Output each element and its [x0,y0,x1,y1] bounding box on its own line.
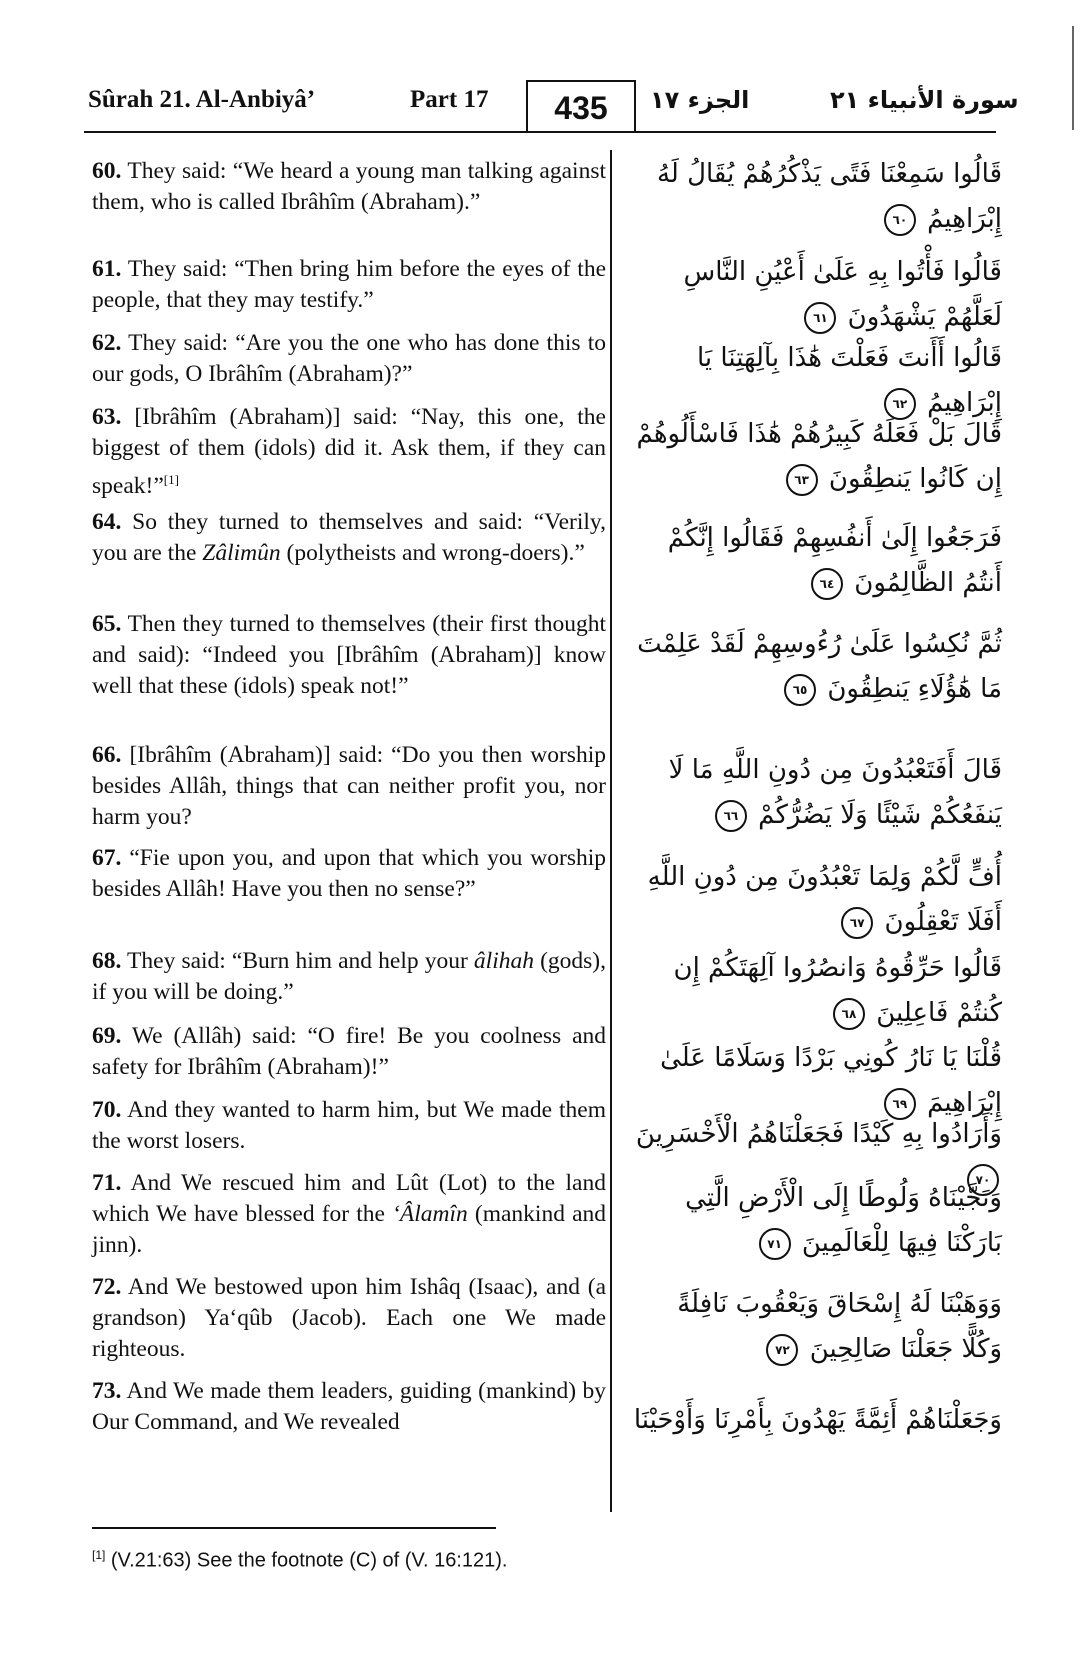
verse-69 [92,1021,606,1083]
verse-text: They said: “Burn him and help your [121,948,474,974]
verse-64 [92,507,606,569]
verse-text: And We rescued him and Lût (Lot) to the land which We have blessed for the [92,1170,606,1227]
verse-text: [Ibrâhîm (Abraham)] said: “Do you then worship besides Allâh, things that can neither profit you, nor harm you? [92,742,606,830]
footnote-rule [92,1527,496,1529]
arabic-text: وَوَهَبْنَا لَهُ إِسْحَاقَ وَيَعْقُوبَ نَافِلَةً وَكُلًّا جَعَلْنَا صَالِحِينَ [677,1289,1002,1364]
verse-text: “Fie upon you, and upon that which you worship besides Allâh! Have you then no sense?” [92,845,606,902]
verse-73 [92,1376,606,1438]
verse-text: They said: “We heard a young man talking against them, who is called Ibrâhîm (Abraham).” [92,158,606,215]
arabic-verse-66 [632,748,1002,838]
arabic-text: قَالُوا حَرِّقُوهُ وَانصُرُوا آلِهَتَكُمْ إِن كُنتُمْ فَاعِلِينَ [673,953,1002,1028]
verse-text: And they wanted to harm him, but We made them the worst losers. [92,1097,606,1154]
verse-text: They said: “Are you the one who has done this to our gods, O Ibrâhîm (Abraham)?” [92,330,606,387]
arabic-text: ثُمَّ نُكِسُوا عَلَىٰ رُءُوسِهِمْ لَقَدْ عَلِمْتَ مَا هَٰؤُلَاءِ يَنطِقُونَ [637,629,1002,704]
verse-number: 71. [92,1170,122,1196]
footnote-text: (V.21:63) See the footnote (C) of (V. 16:121). [105,1549,508,1572]
verse-text: They said: “Then bring him before the eyes of the people, that they may testify.” [92,256,606,313]
arabic-verse-73 [632,1398,1002,1443]
verse-end-mark: ٧١ [759,1228,791,1260]
arabic-text: وَنَجَّيْنَاهُ وَلُوطًا إِلَى الْأَرْضِ الَّتِي بَارَكْنَا فِيهَا لِلْعَالَمِينَ [685,1183,1002,1258]
arabic-text: وَأَرَادُوا بِهِ كَيْدًا فَجَعَلْنَاهُمُ الْأَخْسَرِينَ [635,1119,1002,1149]
verse-text-after: (gods), if you will be doing.” [92,948,607,1005]
verse-end-mark: ٧٢ [766,1334,798,1366]
verse-number: 70. [92,1097,122,1123]
verse-number: 60. [92,158,122,184]
footnote-ref: [1] [163,472,179,487]
arabic-verse-64 [632,516,1002,606]
verse-number: 69. [92,1023,122,1049]
arabic-text: أُفٍّ لَّكُمْ وَلِمَا تَعْبُدُونَ مِن دُونِ اللَّهِ أَفَلَا تَعْقِلُونَ [647,862,1002,937]
column-divider [610,150,612,1512]
verse-number: 73. [92,1378,122,1404]
verse-70 [92,1095,606,1157]
arabic-text: قَالُوا سَمِعْنَا فَتًى يَذْكُرُهُمْ يُقَالُ لَهُ إِبْرَاهِيمُ [656,159,1002,234]
verse-text-after: (polytheists and wrong-doers).” [280,540,585,566]
verse-end-mark: ٦٨ [833,998,865,1030]
arabic-text: قَالَ بَلْ فَعَلَهُ كَبِيرُهُمْ هَٰذَا فَاسْأَلُوهُمْ إِن كَانُوا يَنطِقُونَ [636,419,1002,494]
verse-end-mark: ٦٦ [715,800,747,832]
verse-number: 61. [92,256,122,282]
part-label: Part 17 [410,86,489,113]
arabic-text: قُلْنَا يَا نَارُ كُونِي بَرْدًا وَسَلَامًا عَلَىٰ إِبْرَاهِيمَ [660,1043,1002,1118]
verse-end-mark: ٦٤ [811,568,843,600]
arabic-text: قَالُوا فَأْتُوا بِهِ عَلَىٰ أَعْيُنِ النَّاسِ لَعَلَّهُمْ يَشْهَدُونَ [683,257,1002,332]
footnote-marker: [1] [92,1548,106,1562]
arabic-verse-65 [632,622,1002,712]
verse-term: Zâlimûn [202,540,281,566]
arabic-text: فَرَجَعُوا إِلَىٰ أَنفُسِهِمْ فَقَالُوا إِنَّكُمْ أَنتُمُ الظَّالِمُونَ [667,523,1002,598]
verse-end-mark: ٦١ [804,302,836,334]
verse-number: 72. [92,1274,122,1300]
arabic-verse-60 [632,152,1002,242]
verse-end-mark: ٦٢ [884,388,916,420]
arabic-verse-68 [632,946,1002,1036]
header-rule [84,131,996,133]
verse-end-mark: ٦٣ [786,464,818,496]
arabic-part-label: الجزء ١٧ [650,86,750,114]
verse-term: ‘Âlamîn [392,1201,468,1227]
verse-end-mark: ٦٥ [784,674,816,706]
verse-end-mark: ٧٠ [967,1164,999,1196]
verse-68 [92,946,606,1008]
arabic-surah-title: سورة الأنبياء ٢١ [830,86,1019,114]
verse-62 [92,328,606,390]
verse-number: 62. [92,330,122,356]
footnote [92,1548,507,1573]
verse-66 [92,740,606,833]
arabic-text: قَالُوا أَأَنتَ فَعَلْتَ هَٰذَا بِآلِهَتِنَا يَا إِبْرَاهِيمُ [697,343,1002,418]
surah-title: Sûrah 21. Al-Anbiyâ’ [88,86,316,113]
verse-text: [Ibrâhîm (Abraham)] said: “Nay, this one, the biggest of them (idols) did it. Ask them, if they can speak!” [92,404,606,499]
verse-71 [92,1168,606,1261]
verse-text: So they turned to themselves and said: “Verily, you are the [92,509,606,566]
verse-65 [92,609,606,702]
arabic-verse-71 [632,1176,1002,1266]
verse-60 [92,156,606,218]
verse-number: 66. [92,742,122,768]
arabic-text: وَجَعَلْنَاهُمْ أَئِمَّةً يَهْدُونَ بِأَمْرِنَا وَأَوْحَيْنَا [633,1405,1002,1435]
arabic-verse-61 [632,250,1002,340]
verse-end-mark: ٦٠ [884,204,916,236]
verse-text: We (Allâh) said: “O fire! Be you coolness and safety for Ibrâhîm (Abraham)!” [92,1023,606,1080]
page-number: 435 [526,80,636,132]
arabic-verse-72 [632,1282,1002,1372]
verse-text: Then they turned to themselves (their first thought and said): “Indeed you [Ibrâhîm (Abraham)] know well that these (idols) speak not!” [92,611,606,699]
verse-number: 67. [92,845,122,871]
verse-number: 64. [92,509,122,535]
verse-text: And We bestowed upon him Ishâq (Isaac), and (a grandson) Ya‘qûb (Jacob). Each one We made righteous. [92,1274,606,1362]
verse-number: 68. [92,948,122,974]
verse-text: And We made them leaders, guiding (mankind) by Our Command, and We revealed [92,1378,606,1435]
page-edge [1072,26,1074,130]
verse-72 [92,1272,606,1365]
verse-end-mark: ٦٩ [884,1088,916,1120]
verse-63 [92,402,606,502]
arabic-verse-67 [632,855,1002,945]
verse-67 [92,843,606,905]
verse-end-mark: ٦٧ [841,907,873,939]
verse-number: 65. [92,611,122,637]
verse-term: âlihah [473,948,534,974]
verse-number: 63. [92,404,122,430]
verse-61 [92,254,606,316]
verse-text-after: (mankind and jinn). [92,1201,606,1258]
arabic-text: قَالَ أَفَتَعْبُدُونَ مِن دُونِ اللَّهِ مَا لَا يَنفَعُكُمْ شَيْئًا وَلَا يَضُرُّكُمْ [668,755,1002,830]
arabic-verse-63 [632,412,1002,502]
